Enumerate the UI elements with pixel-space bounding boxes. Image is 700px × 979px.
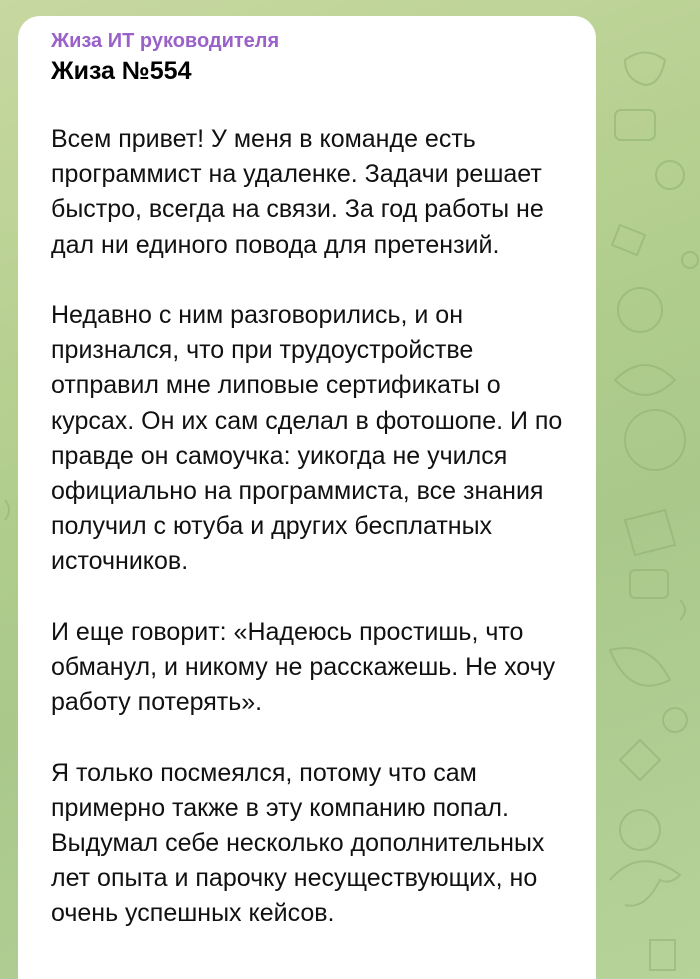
post-title: Жиза №554 — [51, 57, 192, 85]
message-paragraph: Всем привет! У меня в команде есть программист на удаленке. Задачи решает быстро, всегда на связи. За год работы не дал ни единого повода для претензий. — [51, 125, 544, 259]
message-bubble[interactable] — [18, 16, 596, 979]
message-paragraph: Недавно с ним разговорились, и он признался, что при трудоустройстве отправил мне липовые сертификаты о курсах. Он их сам сделал в фотошопе. И по правде он самоучка: уикогда не учился официально на программиста, все знания получил с ютуба и других бесплатных источников. — [51, 301, 563, 576]
message-text — [51, 122, 572, 932]
message-paragraph: И еще говорит: «Надеюсь простишь, что обманул, и никому не расскажешь. Не хочу работу потерять». — [51, 617, 556, 717]
message-paragraph: Я только посмеялся, потому что сам примерно также в эту компанию попал. Выдумал себе несколько дополнительных лет опыта и парочку несуществующих, но очень успешных кейсов. — [51, 758, 545, 928]
channel-name[interactable]: Жиза ИТ руководителя — [51, 30, 280, 52]
